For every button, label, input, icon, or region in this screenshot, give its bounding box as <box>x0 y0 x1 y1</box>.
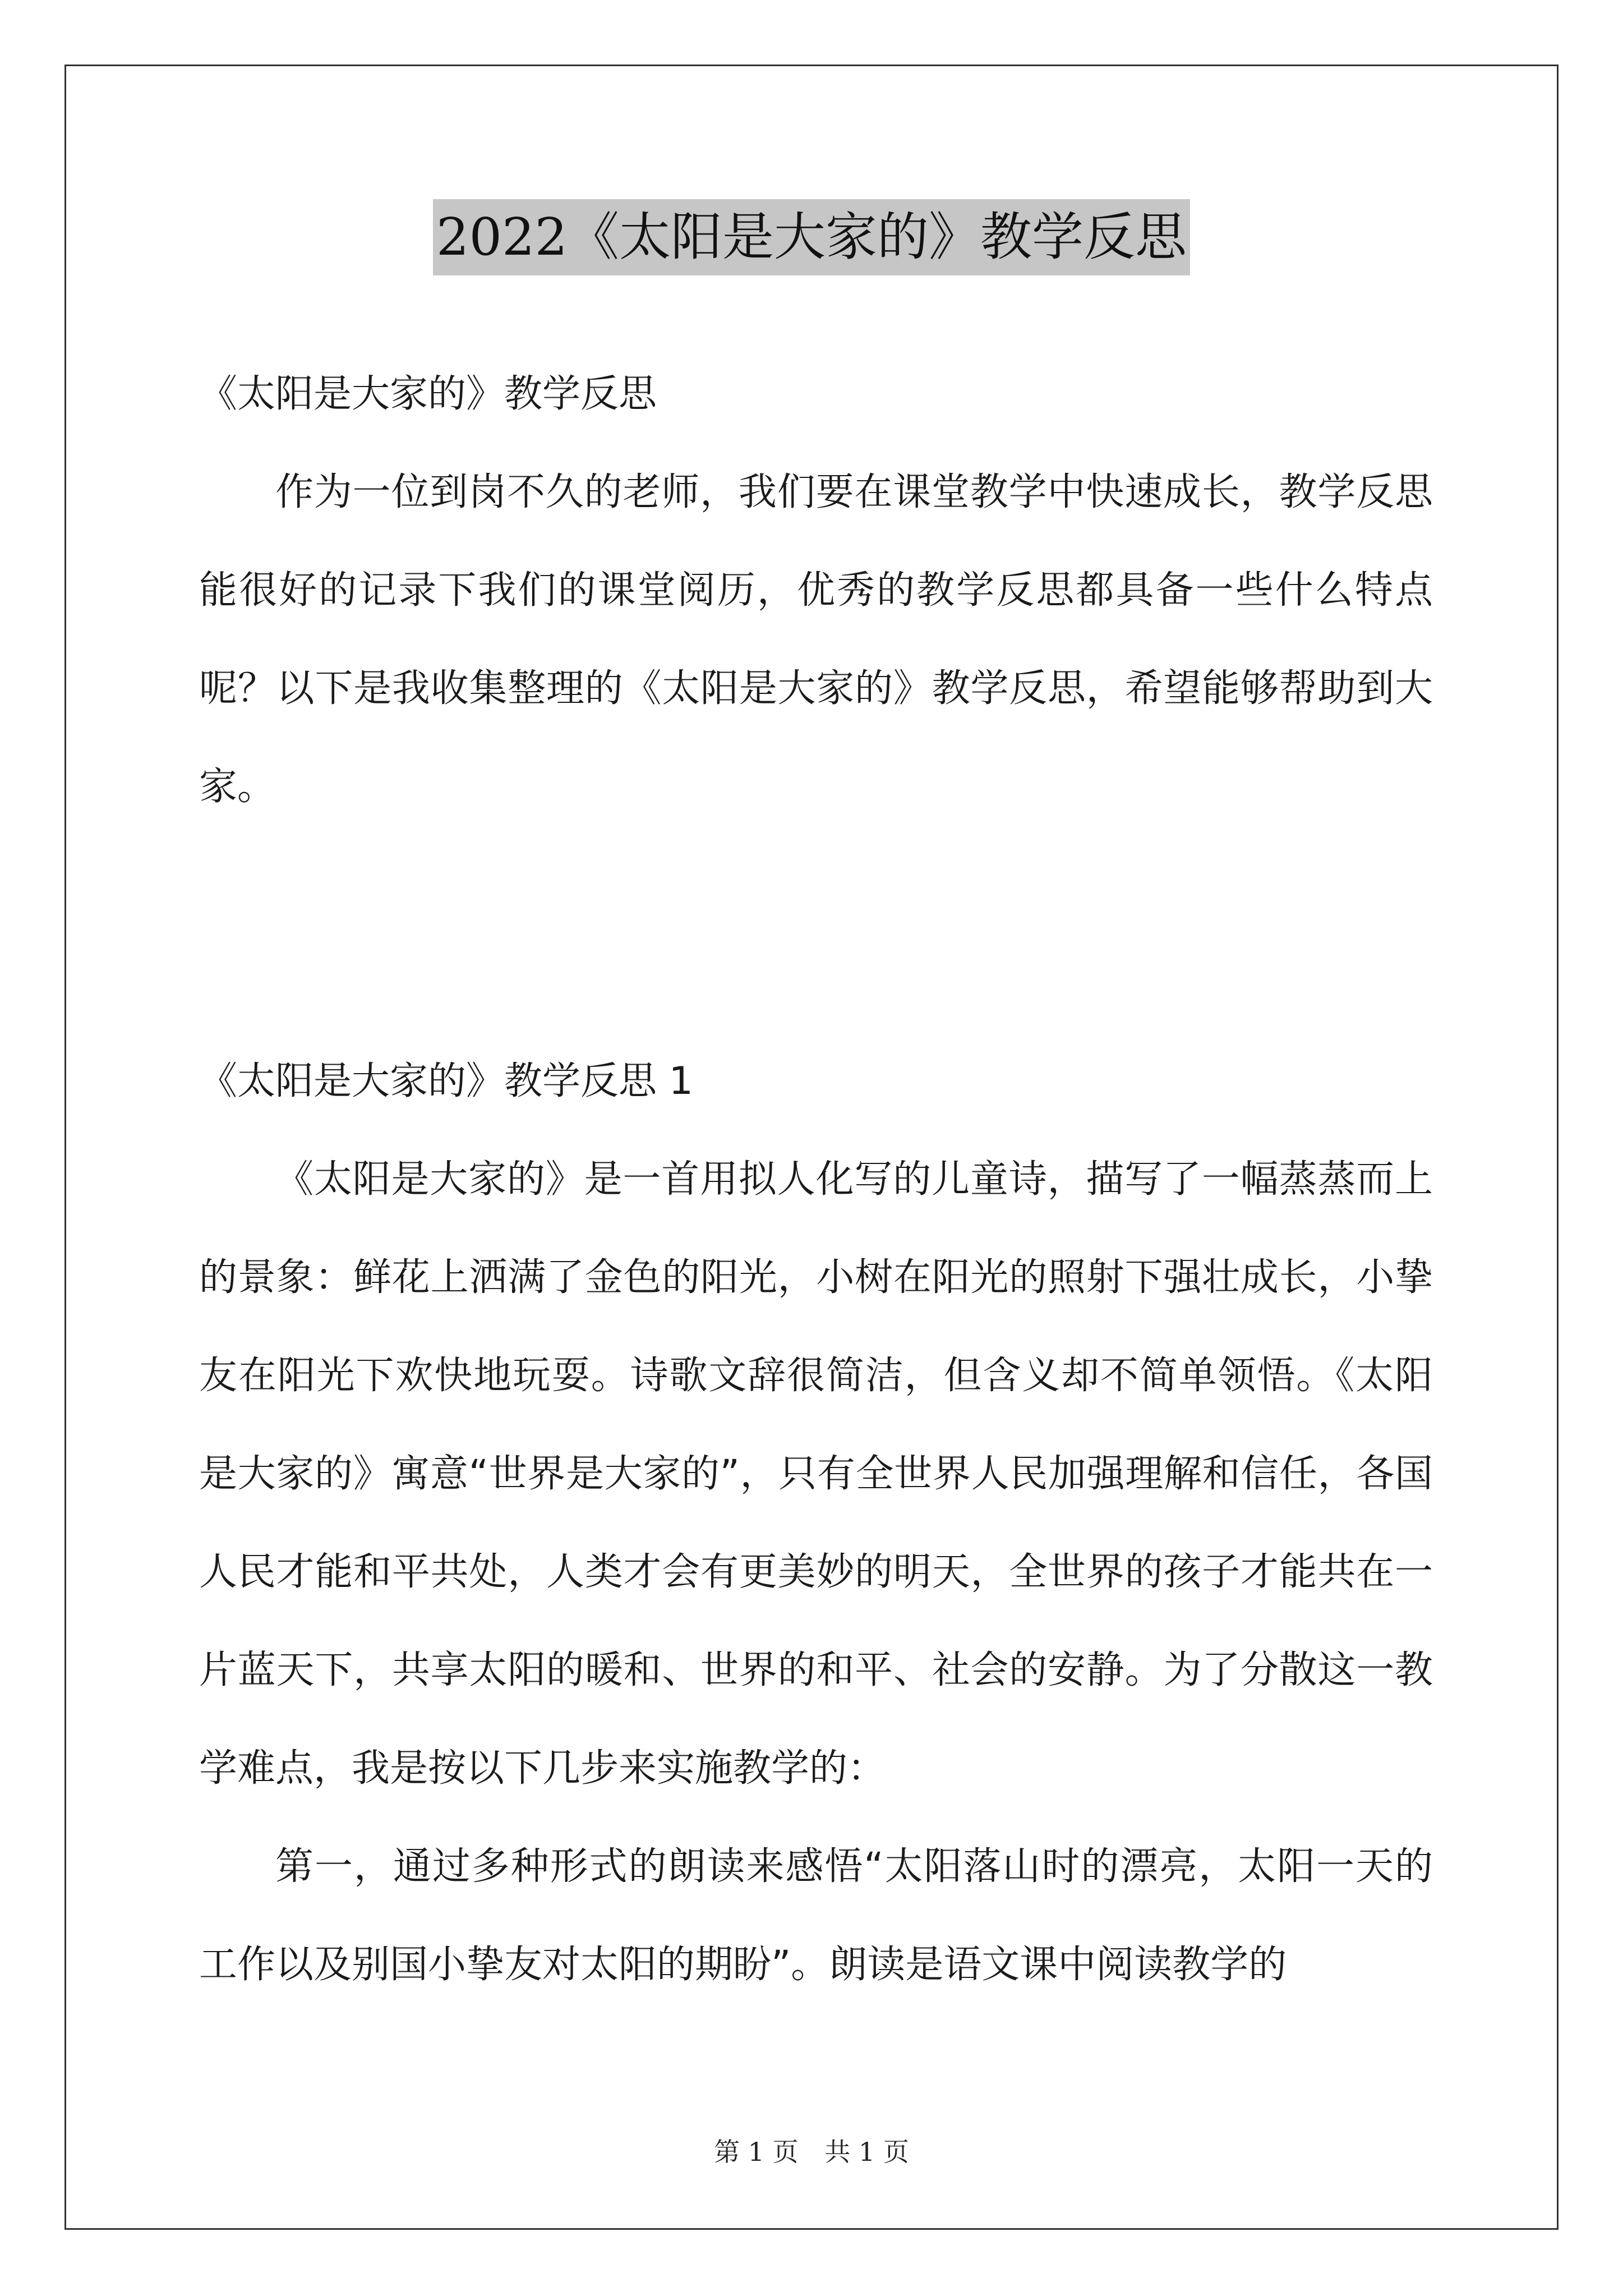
title-container <box>0 199 1623 275</box>
section-heading: 《太阳是大家的》教学反思 1 <box>199 1059 693 1103</box>
section-spacer <box>199 836 1433 1032</box>
body-paragraph-2: 第一，通过多种形式的朗读来感悟“太阳落山时的漂亮，太阳一天的工作以及别国小挚友对太阳的期盼”。朗读是语文课中阅读教学的 <box>199 1844 1433 1987</box>
document-title: 2022《太阳是大家的》教学反思 <box>433 199 1190 275</box>
intro-paragraph: 作为一位到岗不久的老师，我们要在课堂教学中快速成长，教学反思能很好的记录下我们的课堂阅历，优秀的教学反思都具备一些什么特点呢？以下是我收集整理的《太阳是大家的》教学反思，希望能够帮助到大家。 <box>199 470 1433 809</box>
page-footer <box>0 2132 1623 2169</box>
subtitle: 《太阳是大家的》教学反思 <box>199 372 657 416</box>
body-paragraph-1: 《太阳是大家的》是一首用拟人化写的儿童诗，描写了一幅蒸蒸而上的景象：鲜花上洒满了金色的阳光，小树在阳光的照射下强壮成长，小挚友在阳光下欢快地玩耍。诗歌文辞很简洁，但含义却不简单领悟。《太阳是大家的》寓意“世界是大家的”，只有全世界人民加强理解和信任，各国人民才能和平共处，人类才会有更美妙的明天，全世界的孩子才能共在一片蓝天下，共享太阳的暖和、世界的和平、社会的安静。为了分散这一教学难点，我是按以下几步来实施教学的： <box>199 1157 1433 1791</box>
page-number: 第 1 页 <box>714 2137 799 2167</box>
document-body <box>199 345 1433 2014</box>
page-total: 共 1 页 <box>824 2137 909 2167</box>
